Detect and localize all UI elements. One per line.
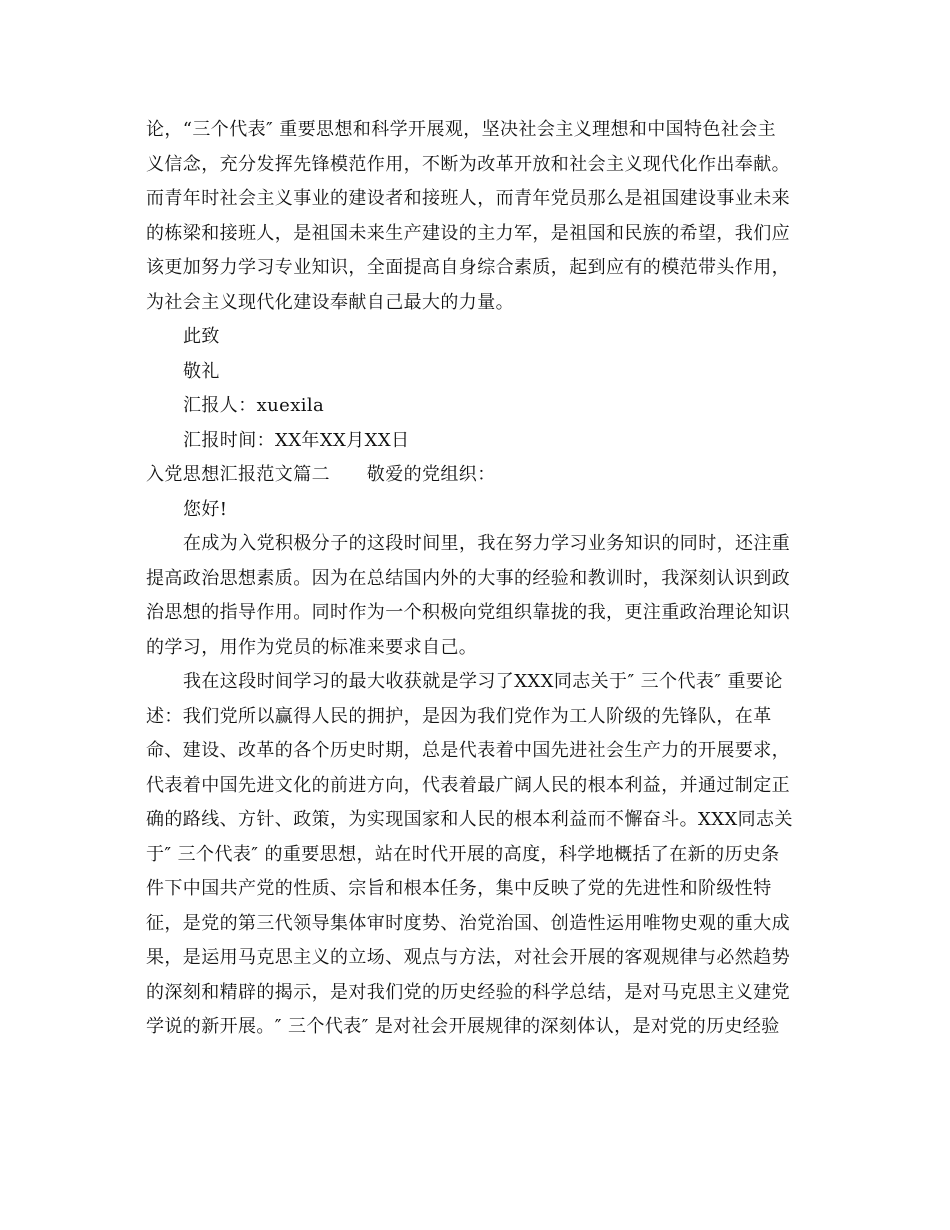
text-line: 学说的新开展。″ 三个代表″ 是对社会开展规律的深刻体认，是对党的历史经验 [146,1016,780,1037]
text-line: 入党思想汇报范文篇二 敬爱的党组织： [146,464,496,485]
text-line: 代表着中国先进文化的前进方向，代表着最广阔人民的根本利益，并通过制定正 [146,774,790,796]
text-line: 的学习，用作为党员的标准来要求自己。 [146,636,478,658]
text-line: 的深刻和精辟的揭示，是对我们党的历史经验的科学总结，是对马克思主义建党 [146,981,790,1003]
text-line: 果，是运用马克思主义的立场、观点与方法，对社会开展的客观规律与必然趋势 [146,947,790,968]
text-line: 的栋梁和接班人，是祖国未来生产建设的主力军，是祖国和民族的希望，我们应 [146,222,790,244]
text-line: 征，是党的第三代领导集体审时度势、治党治国、创造性运用唯物史观的重大成 [146,912,790,934]
text-line: 于″ 三个代表″ 的重要思想，站在时代开展的高度，科学地概括了在新的历史条 [146,843,780,865]
text-line: 您好! [183,498,228,520]
text-line: 在成为入党积极分子的这段时间里，我在努力学习业务知识的同时，还注重 [183,533,791,554]
text-line: 治思想的指导作用。同时作为一个积极向党组织靠拢的我，更注重政治理论知识 [146,602,790,623]
text-line: 述：我们党所以赢得人民的拥护，是因为我们党作为工人阶级的先锋队，在革 [146,705,772,727]
text-line: 件下中国共产党的性质、宗旨和根本任务，集中反映了党的先进性和阶级性特 [146,878,772,899]
text-line: 提高政治思想素质。因为在总结国内外的大事的经验和教训时，我深刻认识到政 [146,567,790,589]
text-line: 义信念，充分发挥先锋模范作用，不断为改革开放和社会主义现代化作出奉献。 [146,153,790,175]
text-line: 命、建设、改革的各个历史时期，总是代表着中国先进社会生产力的开展要求， [146,740,790,761]
text-line: 我在这段时间学习的最大收获就是学习了XXX同志关于″ 三个代表″ 重要论 [183,671,783,692]
text-line: 该更加努力学习专业知识，全面提高自身综合素质，起到应有的模范带头作用， [146,257,790,278]
text-line: 汇报时间：XX年XX月XX日 [183,429,410,451]
text-line: 为社会主义现代化建设奉献自己最大的力量。 [146,291,514,313]
text-line: 而青年时社会主义事业的建设者和接班人，而青年党员那么是祖国建设事业未来 [146,188,790,209]
document-body [146,113,806,1045]
text-line: 确的路线、方针、政策，为实现国家和人民的根本利益而不懈奋斗。XXX同志关 [146,809,793,830]
text-line: 论，“三个代表″ 重要思想和科学开展观，坚决社会主义理想和中国特色社会主 [146,119,777,140]
text-line: 汇报人：xuexila [183,395,325,416]
text-line: 敬礼 [183,360,220,382]
text-line: 此致 [183,326,220,347]
